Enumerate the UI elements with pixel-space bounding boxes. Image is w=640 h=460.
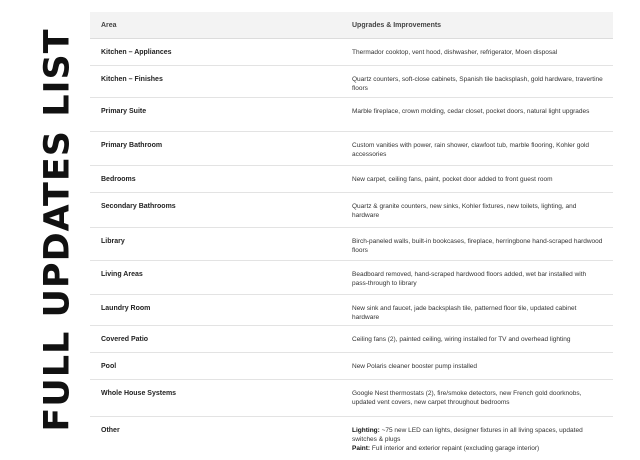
- row-area: Laundry Room: [101, 305, 151, 312]
- table-row: [90, 380, 613, 417]
- updates-table: [90, 12, 613, 460]
- paint-text: Full interior and exterior repaint (excluding garage interior): [370, 445, 540, 452]
- row-area: Bedrooms: [101, 176, 136, 183]
- row-desc: Thermador cooktop, vent hood, dishwasher, refrigerator, Moen disposal: [352, 49, 558, 56]
- side-title: [32, 28, 84, 432]
- table-header: [90, 12, 613, 39]
- row-area: Living Areas: [101, 271, 143, 278]
- table-row: [90, 66, 613, 98]
- row-desc: Birch-paneled walls, built-in bookcases, fireplace, herringbone hand-scraped hardwood floors: [352, 238, 603, 254]
- row-desc: Ceiling fans (2), painted ceiling, wiring installed for TV and overhead lighting: [352, 336, 571, 343]
- paint-label: Paint:: [352, 445, 371, 452]
- row-desc: New carpet, ceiling fans, paint, pocket door added to front guest room: [352, 176, 553, 183]
- row-desc: Marble fireplace, crown molding, cedar closet, pocket doors, natural light upgrades: [352, 108, 590, 115]
- row-area: Whole House Systems: [101, 390, 177, 397]
- table-row: [90, 132, 613, 166]
- row-area: Primary Bathroom: [101, 142, 163, 149]
- row-desc: New sink and faucet, jade backsplash tile, patterned floor tile, updated cabinet hardware: [352, 305, 577, 321]
- row-desc-other: [352, 417, 613, 453]
- table-row: [90, 228, 613, 261]
- header-area: Area: [101, 21, 117, 29]
- row-area: Library: [101, 238, 125, 245]
- row-area: Kitchen – Finishes: [101, 76, 163, 83]
- row-desc: Quartz counters, soft-close cabinets, Spanish tile backsplash, gold hardware, travertine floors: [352, 76, 603, 92]
- header-upgrades: Upgrades & Improvements: [352, 21, 442, 29]
- table-row: [90, 353, 613, 380]
- lighting-label: Lighting:: [352, 427, 380, 434]
- row-area: Pool: [101, 363, 117, 370]
- row-area: Other: [101, 427, 120, 434]
- table-row: [90, 261, 613, 295]
- row-desc: New Polaris cleaner booster pump installed: [352, 363, 478, 370]
- lighting-text: ~75 new LED can lights, designer fixtures in all living spaces, updated switches & plugs: [352, 427, 583, 443]
- row-area: Kitchen – Appliances: [101, 49, 172, 56]
- row-desc: Google Nest thermostats (2), fire/smoke detectors, new French gold doorknobs, updated vent covers, new carpet throughout bedrooms: [352, 390, 582, 406]
- row-area: Covered Patio: [101, 336, 149, 343]
- row-desc: Beadboard removed, hand-scraped hardwood floors added, wet bar installed with pass-through to library: [352, 271, 587, 287]
- row-desc: Quartz & granite counters, new sinks, Kohler fixtures, new toilets, lighting, and hardware: [352, 203, 577, 219]
- table-row: [90, 193, 613, 228]
- table-row: [90, 98, 613, 132]
- table-row-other: [90, 417, 613, 460]
- table-row: [90, 295, 613, 326]
- row-area: Primary Suite: [101, 108, 147, 115]
- table-row: [90, 166, 613, 193]
- row-desc: Custom vanities with power, rain shower, clawfoot tub, marble flooring, Kohler gold accessories: [352, 142, 590, 158]
- table-row: [90, 39, 613, 66]
- table-row: [90, 326, 613, 353]
- page-title: FULL UPDATES LIST: [38, 28, 79, 432]
- row-area: Secondary Bathrooms: [101, 203, 176, 210]
